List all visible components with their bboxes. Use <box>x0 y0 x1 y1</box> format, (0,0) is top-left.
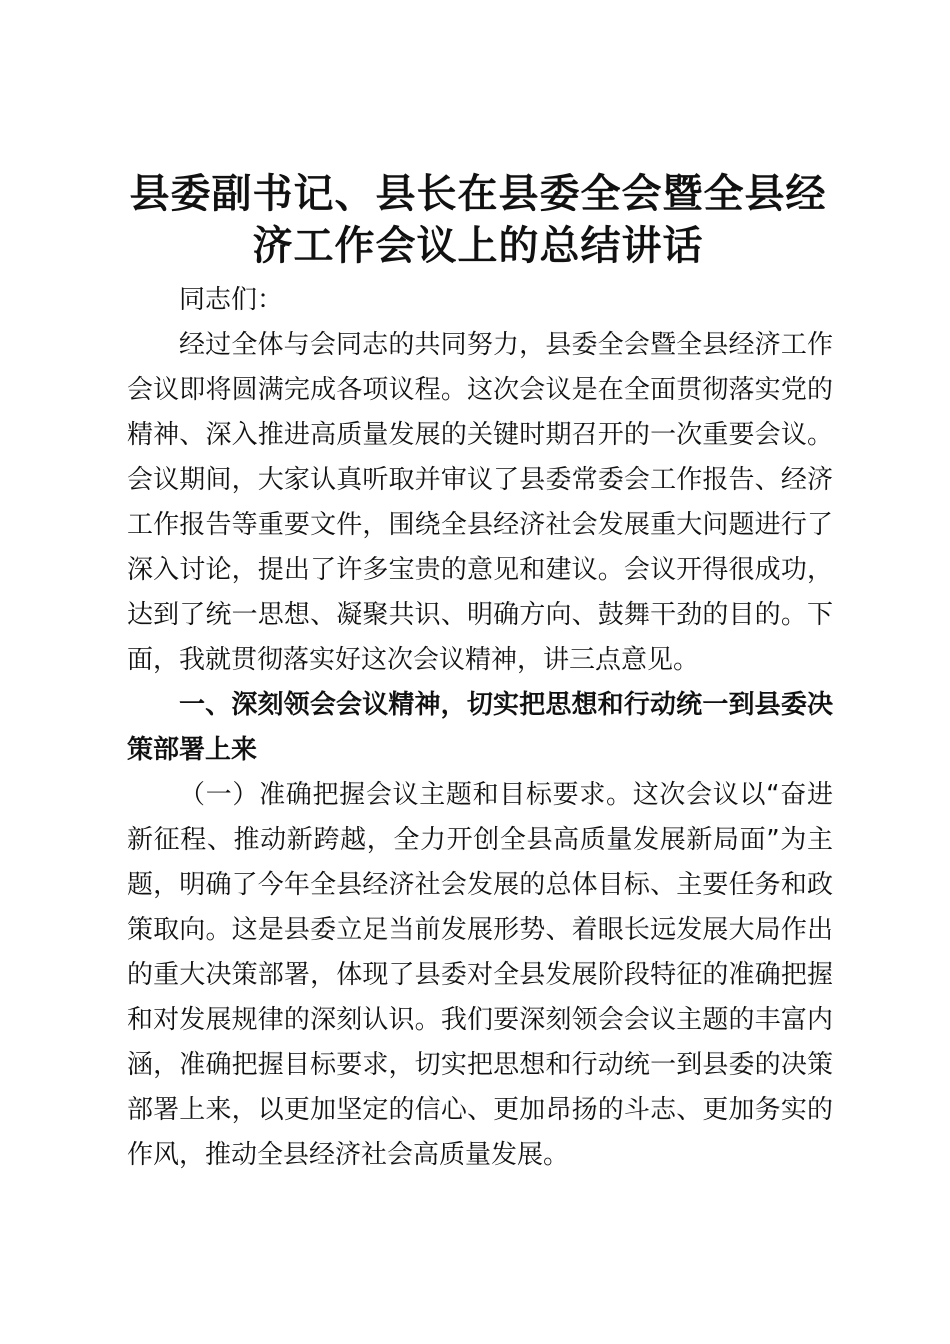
subsection-paragraph: （一）准确把握会议主题和目标要求。这次会议以“奋进新征程、推动新跨越，全力开创全县高质量发展新局面”为主题，明确了今年全县经济社会发展的总体目标、主要任务和政策取向。这是县委立足当前发展形势、着眼长远发展大局作出的重大决策部署，体现了县委对全县发展阶段特征的准确把握和对发展规律的深刻认识。我们要深刻领会会议主题的丰富内涵，准确把握目标要求，切实把思想和行动统一到县委的决策部署上来，以更加坚定的信心、更加昂扬的斗志、更加务实的作风，推动全县经济社会高质量发展。 <box>127 780 833 1170</box>
section-heading: 一、深刻领会会议精神，切实把思想和行动统一到县委决策部署上来 <box>127 690 833 765</box>
salutation: 同志们： <box>179 285 284 315</box>
document-body <box>127 278 833 1178</box>
document-title: 县委副书记、县长在县委全会暨全县经济工作会议上的总结讲话 <box>129 170 827 269</box>
opening-paragraph: 经过全体与会同志的共同努力，县委全会暨全县经济工作会议即将圆满完成各项议程。这次会议是在全面贯彻落实党的精神、深入推进高质量发展的关键时期召开的一次重要会议。会议期间，大家认真听取并审议了县委常委会工作报告、经济工作报告等重要文件，围绕全县经济社会发展重大问题进行了深入讨论，提出了许多宝贵的意见和建议。会议开得很成功，达到了统一思想、凝聚共识、明确方向、鼓舞干劲的目的。下面，我就贯彻落实好这次会议精神，讲三点意见。 <box>127 330 833 675</box>
